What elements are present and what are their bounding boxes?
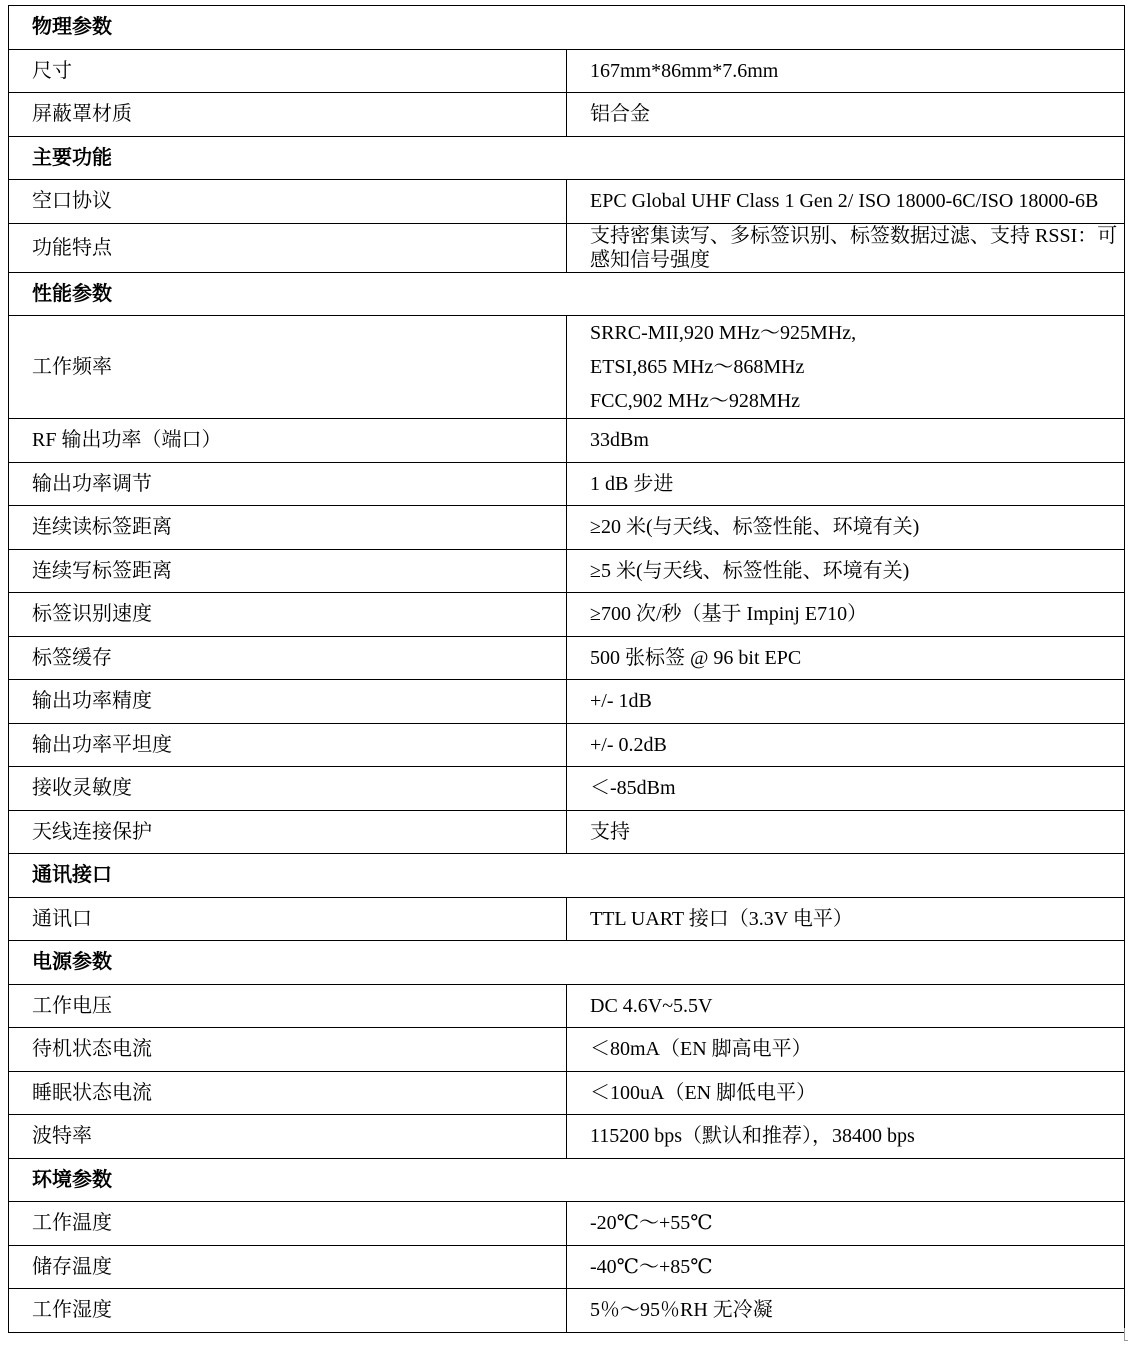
row-value: -40℃～+85℃ [567,1245,1125,1289]
row-label: 睡眠状态电流 [9,1071,567,1115]
row-label: 工作频率 [9,316,567,419]
section-title: 性能参数 [9,272,1125,316]
row-value: -20℃～+55℃ [567,1202,1125,1246]
row-label: 功能特点 [9,223,567,272]
row-value: 33dBm [567,419,1125,463]
row-value: 支持 [567,810,1125,854]
row-value: ＜-85dBm [567,767,1125,811]
table-row [9,506,1125,550]
row-value: ≥20 米(与天线、标签性能、环境有关) [567,506,1125,550]
section-title: 通讯接口 [9,854,1125,898]
section-title: 电源参数 [9,941,1125,985]
section-header-interface [9,854,1125,898]
row-value: +/- 1dB [567,680,1125,724]
row-label: 屏蔽罩材质 [9,93,567,137]
row-value: ＜80mA（EN 脚高电平） [567,1028,1125,1072]
row-label: 工作湿度 [9,1289,567,1333]
table-row [9,1028,1125,1072]
row-label: 波特率 [9,1115,567,1159]
row-label: 储存温度 [9,1245,567,1289]
row-value: +/- 0.2dB [567,723,1125,767]
row-value: 1 dB 步进 [567,462,1125,506]
row-label: 输出功率精度 [9,680,567,724]
table-row [9,680,1125,724]
table-row [9,810,1125,854]
row-label: 输出功率平坦度 [9,723,567,767]
table-row [9,1115,1125,1159]
table-row [9,223,1125,272]
row-value: 5％～95％RH 无冷凝 [567,1289,1125,1333]
row-label: RF 输出功率（端口） [9,419,567,463]
table-row [9,1289,1125,1333]
section-header-functions [9,136,1125,180]
row-label: 接收灵敏度 [9,767,567,811]
table-row [9,1245,1125,1289]
row-label: 标签缓存 [9,636,567,680]
table-row [9,723,1125,767]
row-label: 天线连接保护 [9,810,567,854]
row-value-multiline [567,316,1125,419]
row-value: 167mm*86mm*7.6mm [567,49,1125,93]
row-label: 待机状态电流 [9,1028,567,1072]
row-label: 尺寸 [9,49,567,93]
section-header-power [9,941,1125,985]
table-row [9,49,1125,93]
row-value: 500 张标签 @ 96 bit EPC [567,636,1125,680]
table-row [9,549,1125,593]
row-label: 空口协议 [9,180,567,224]
section-title: 主要功能 [9,136,1125,180]
table-row [9,180,1125,224]
table-row [9,984,1125,1028]
section-header-environment [9,1158,1125,1202]
row-label: 工作温度 [9,1202,567,1246]
row-value: ≥700 次/秒（基于 Impinj E710） [567,593,1125,637]
page-corner-mark [1124,1328,1128,1341]
row-label: 工作电压 [9,984,567,1028]
table-row [9,316,1125,419]
table-row [9,1071,1125,1115]
section-title: 物理参数 [9,6,1125,50]
row-value: ≥5 米(与天线、标签性能、环境有关) [567,549,1125,593]
row-value: 115200 bps（默认和推荐），38400 bps [567,1115,1125,1159]
table-row [9,636,1125,680]
frequency-line: SRRC-MII,920 MHz～925MHz, [590,322,857,344]
table-row [9,593,1125,637]
row-value: DC 4.6V~5.5V [567,984,1125,1028]
row-label: 标签识别速度 [9,593,567,637]
frequency-line: ETSI,865 MHz～868MHz [590,356,805,378]
row-value: TTL UART 接口（3.3V 电平） [567,897,1125,941]
table-row [9,767,1125,811]
row-value: 铝合金 [567,93,1125,137]
section-title: 环境参数 [9,1158,1125,1202]
table-row [9,462,1125,506]
row-label: 输出功率调节 [9,462,567,506]
table-row [9,1202,1125,1246]
frequency-line: FCC,902 MHz～928MHz [590,390,801,412]
spec-table [8,5,1125,1333]
row-label: 连续读标签距离 [9,506,567,550]
section-header-physical [9,6,1125,50]
row-value: ＜100uA（EN 脚低电平） [567,1071,1125,1115]
row-label: 连续写标签距离 [9,549,567,593]
row-value: 支持密集读写、多标签识别、标签数据过滤、支持 RSSI：可感知信号强度 [567,223,1125,272]
table-row [9,93,1125,137]
table-row [9,897,1125,941]
row-label: 通讯口 [9,897,567,941]
section-header-performance [9,272,1125,316]
row-value: EPC Global UHF Class 1 Gen 2/ ISO 18000-6C/ISO 18000-6B [567,180,1125,224]
table-row [9,419,1125,463]
